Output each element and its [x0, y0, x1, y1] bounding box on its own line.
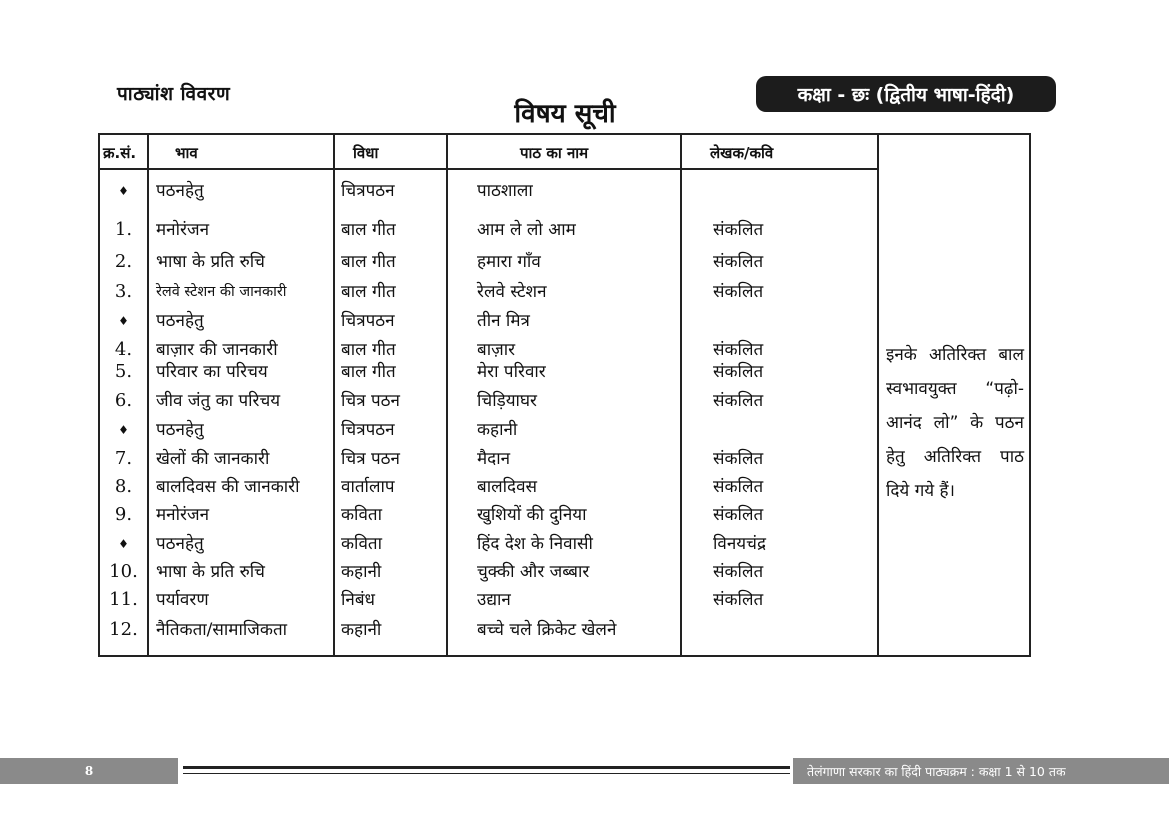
row-bhav: पठनहेतु: [156, 181, 204, 201]
row-bhav: पठनहेतु: [156, 420, 204, 440]
row-lesson-name: हिंद देश के निवासी: [477, 534, 593, 554]
table-row: [100, 249, 877, 275]
row-bhav: मनोरंजन: [156, 220, 210, 240]
row-vidha: चित्रपठन: [341, 181, 395, 201]
row-lesson-name: तीन मित्र: [477, 311, 530, 331]
row-lesson-name: बच्चे चले क्रिकेट खेलने: [477, 620, 617, 640]
footer-text: तेलंगाणा सरकार का हिंदी पाठ्यक्रम : कक्षा 1 से 10 तक: [793, 758, 1169, 784]
row-bhav: बाज़ार की जानकारी: [156, 340, 278, 360]
table-row: [100, 587, 877, 613]
column-header-number: क्र.सं.: [103, 144, 137, 162]
row-lesson-name: चिड़ियाघर: [477, 391, 537, 411]
row-bhav: भाषा के प्रति रुचि: [156, 562, 265, 582]
row-number: 4.: [114, 339, 133, 360]
row-number: ♦: [118, 537, 129, 551]
row-author: संकलित: [713, 391, 764, 411]
column-divider: [877, 135, 879, 655]
row-vidha: कहानी: [341, 562, 382, 582]
row-lesson-name: मैदान: [477, 449, 511, 469]
table-row: [100, 446, 877, 472]
row-lesson-name: रेलवे स्टेशन: [477, 282, 547, 302]
row-author: संकलित: [713, 362, 764, 382]
row-vidha: कविता: [341, 505, 383, 525]
row-lesson-name: खुशियों की दुनिया: [477, 505, 587, 525]
row-author: संकलित: [713, 477, 764, 497]
row-vidha: बाल गीत: [341, 362, 396, 382]
row-lesson-name: बालदिवस: [477, 477, 538, 497]
row-author: संकलित: [713, 562, 764, 582]
row-bhav: बालदिवस की जानकारी: [156, 477, 300, 497]
page-title: विषय सूची: [514, 99, 616, 129]
table-row: [100, 559, 877, 585]
row-bhav: मनोरंजन: [156, 505, 210, 525]
row-number: 2.: [114, 251, 133, 272]
row-number: 1.: [114, 219, 133, 240]
row-bhav: पर्यावरण: [156, 590, 209, 610]
table-row: [100, 531, 877, 557]
row-bhav: परिवार का परिचय: [156, 362, 268, 382]
column-header-bhav: भाव: [175, 144, 198, 162]
row-vidha: बाल गीत: [341, 252, 396, 272]
table-row: [100, 617, 877, 643]
row-author: संकलित: [713, 282, 764, 302]
side-note: इनके अतिरिक्त बाल स्वभावयुक्त “पढ़ो-आनंद लो” के पठन हेतु अतिरिक्त पाठ दिये गये हैं।: [886, 345, 1024, 501]
row-author: संकलित: [713, 505, 764, 525]
table-row: [100, 308, 877, 334]
row-number: 5.: [114, 361, 133, 382]
class-badge: कक्षा - छः (द्वितीय भाषा-हिंदी): [756, 76, 1056, 112]
row-bhav: रेलवे स्टेशन की जानकारी: [156, 284, 287, 300]
table-row: [100, 417, 877, 443]
row-number: ♦: [118, 423, 129, 437]
column-header-vidha: विधा: [353, 144, 379, 162]
row-author: संकलित: [713, 252, 764, 272]
row-number: 6.: [114, 390, 133, 411]
row-vidha: निबंध: [341, 590, 375, 610]
footer: [0, 758, 1169, 784]
row-vidha: चित्रपठन: [341, 420, 395, 440]
column-header-lesson: पाठ का नाम: [520, 144, 589, 162]
row-lesson-name: पाठशाला: [477, 181, 533, 201]
row-lesson-name: कहानी: [477, 420, 518, 440]
row-bhav: नैतिकता/सामाजिकता: [156, 620, 288, 640]
row-author: संकलित: [713, 590, 764, 610]
row-vidha: वार्तालाप: [341, 477, 395, 497]
row-number: 12.: [109, 619, 138, 640]
table-row: [100, 474, 877, 500]
row-number: ♦: [118, 314, 129, 328]
row-lesson-name: उद्यान: [477, 590, 511, 610]
row-vidha: चित्रपठन: [341, 311, 395, 331]
row-vidha: चित्र पठन: [341, 391, 400, 411]
row-number: 3.: [114, 281, 133, 302]
header-divider: [100, 168, 877, 170]
row-bhav: पठनहेतु: [156, 311, 204, 331]
row-bhav: पठनहेतु: [156, 534, 204, 554]
row-number: ♦: [118, 184, 129, 198]
section-heading: पाठ्यांश विवरण: [117, 83, 231, 105]
row-vidha: कविता: [341, 534, 383, 554]
footer-rule: [183, 766, 790, 774]
contents-table: [98, 133, 1031, 657]
row-lesson-name: आम ले लो आम: [477, 220, 576, 240]
row-number: 11.: [109, 589, 138, 610]
row-number: 7.: [114, 448, 133, 469]
row-vidha: बाल गीत: [341, 220, 396, 240]
table-row: [100, 388, 877, 414]
row-bhav: खेलों की जानकारी: [156, 449, 270, 469]
table-row: [100, 279, 877, 305]
row-lesson-name: बाज़ार: [477, 340, 516, 360]
row-vidha: बाल गीत: [341, 282, 396, 302]
row-number: 10.: [109, 561, 138, 582]
row-author: विनयचंद्र: [713, 534, 766, 554]
table-row: [100, 502, 877, 528]
row-number: 8.: [114, 476, 133, 497]
row-vidha: बाल गीत: [341, 340, 396, 360]
row-author: संकलित: [713, 220, 764, 240]
row-bhav: भाषा के प्रति रुचि: [156, 252, 265, 272]
row-lesson-name: हमारा गाँव: [477, 252, 541, 272]
column-header-author: लेखक/कवि: [710, 144, 774, 162]
row-vidha: कहानी: [341, 620, 382, 640]
row-lesson-name: चुक्की और जब्बार: [477, 562, 590, 582]
row-lesson-name: मेरा परिवार: [477, 362, 546, 382]
page-number: 8: [0, 758, 178, 784]
row-bhav: जीव जंतु का परिचय: [156, 391, 281, 411]
table-row: [100, 178, 877, 204]
row-number: 9.: [114, 504, 133, 525]
row-author: संकलित: [713, 449, 764, 469]
table-row: [100, 359, 877, 385]
table-row: [100, 217, 877, 243]
row-vidha: चित्र पठन: [341, 449, 400, 469]
row-author: संकलित: [713, 340, 764, 360]
